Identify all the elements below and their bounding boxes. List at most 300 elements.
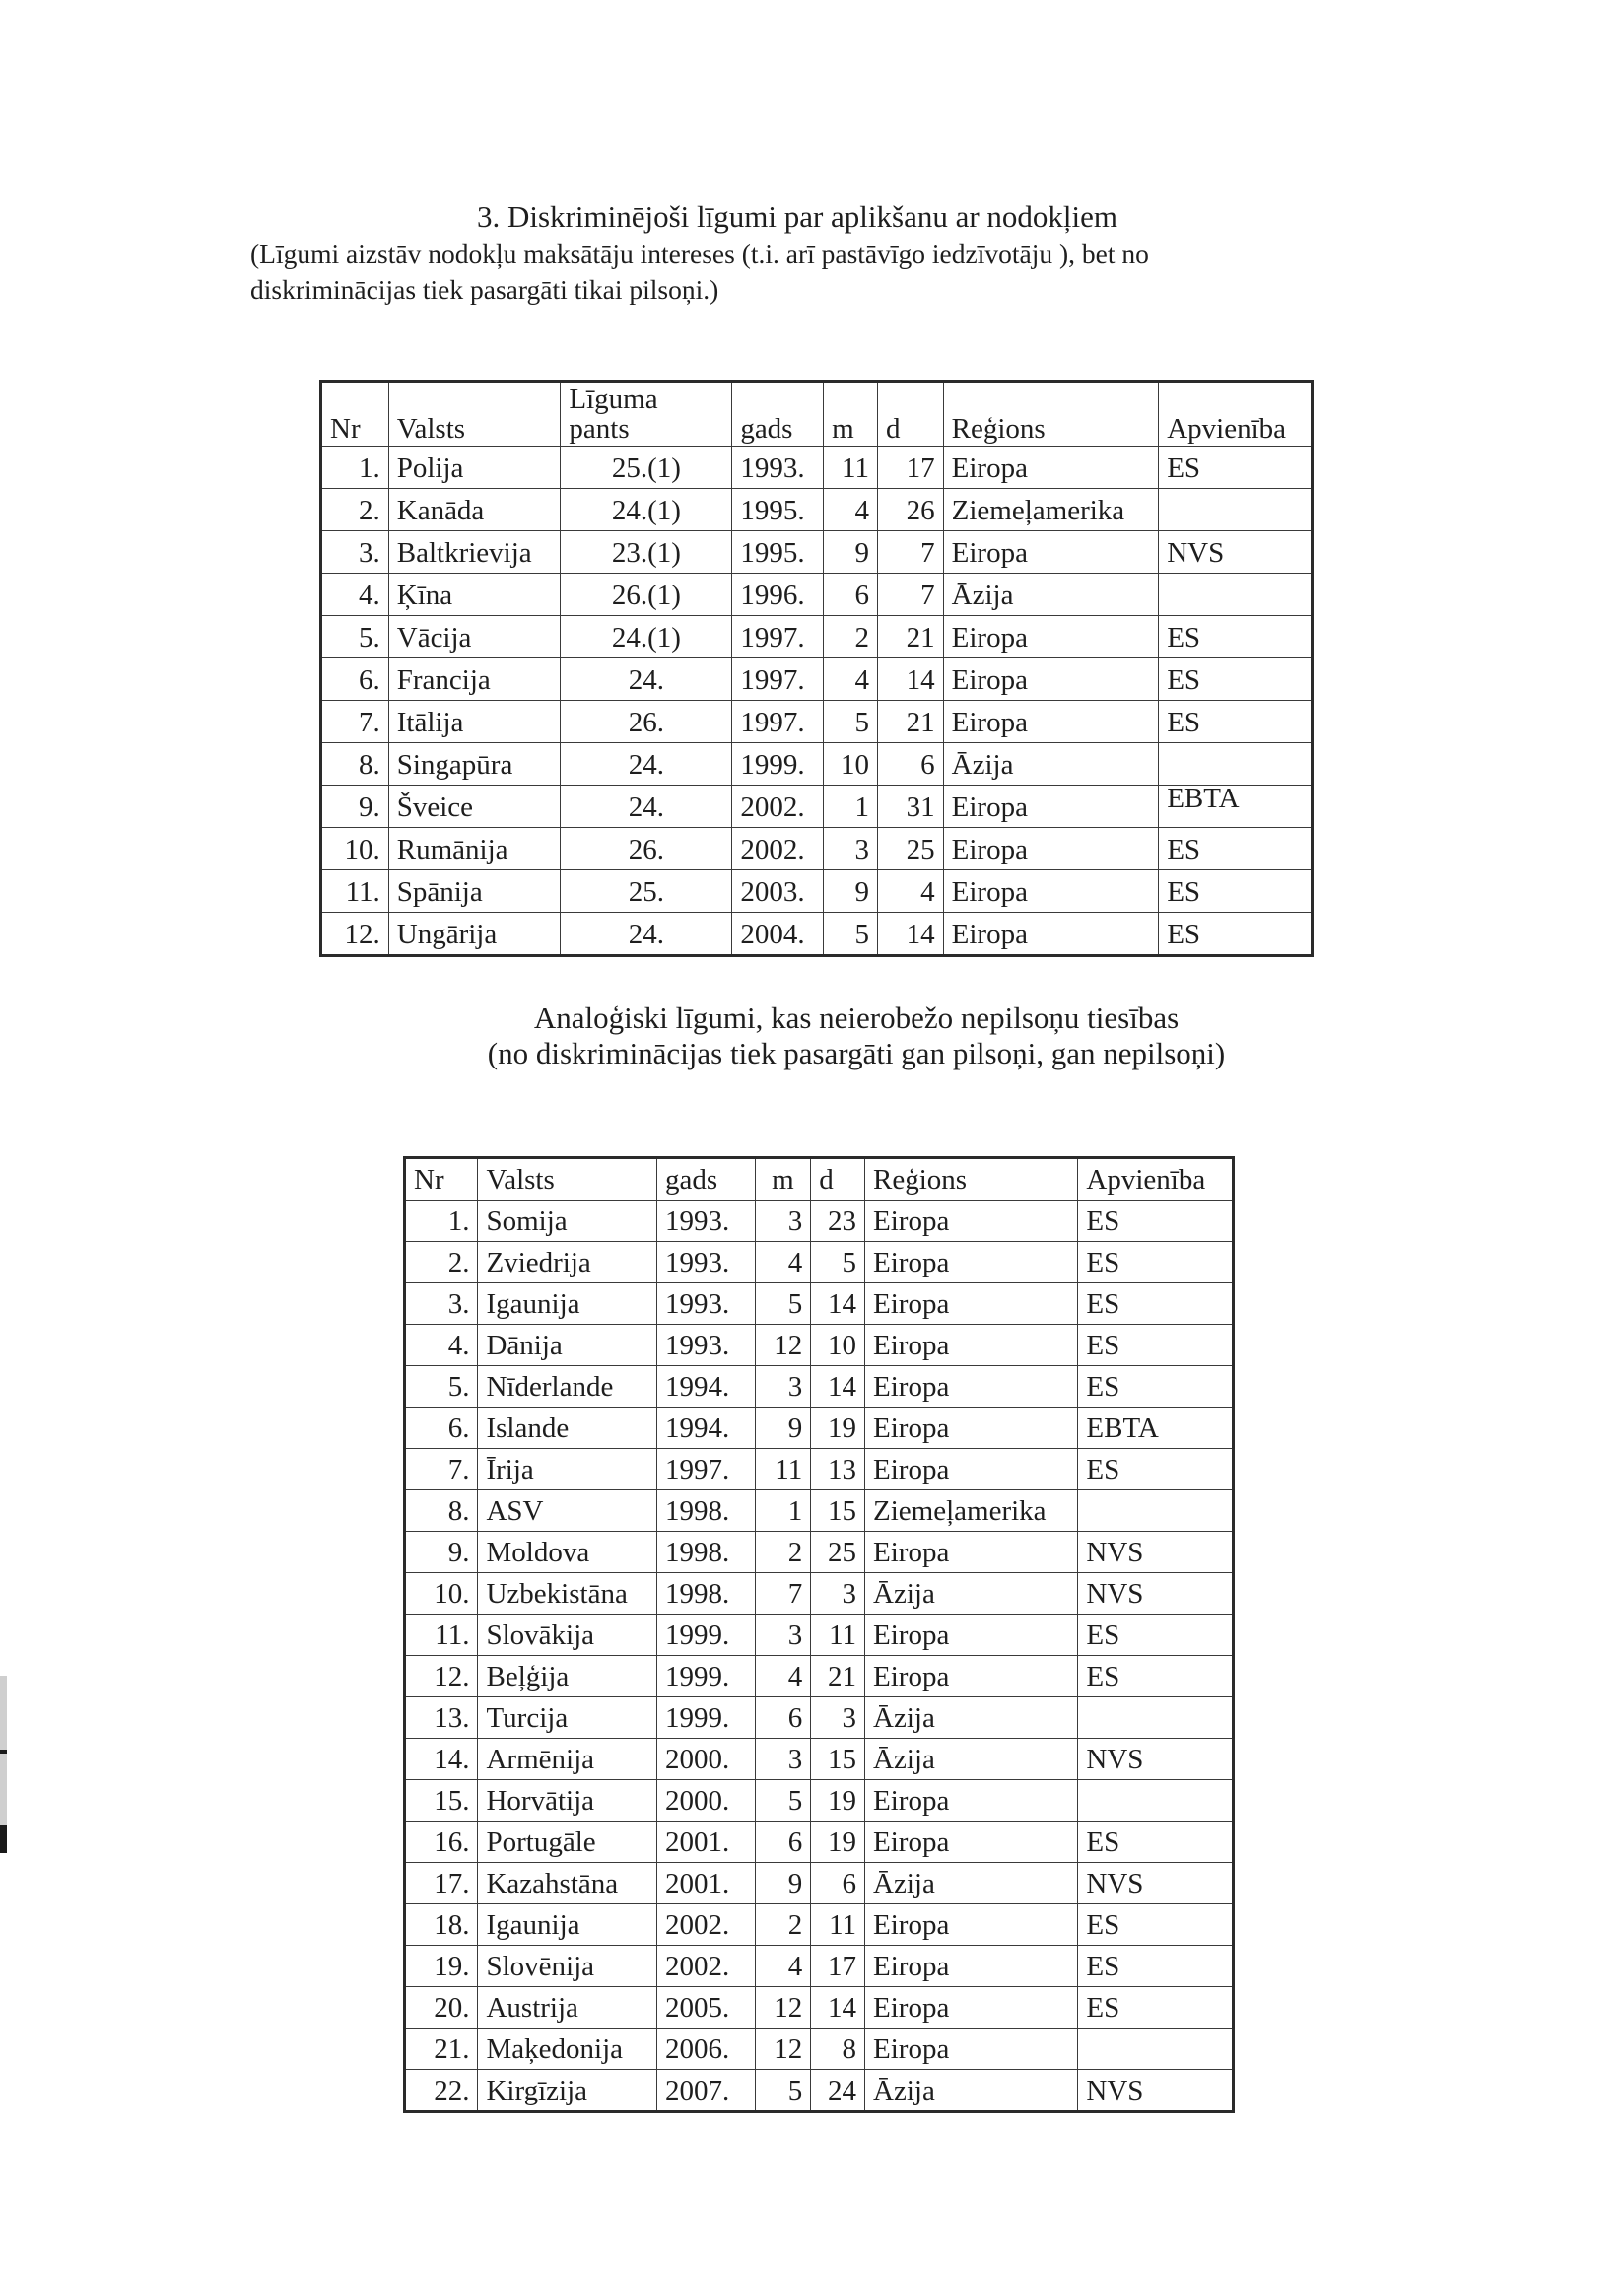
cell-m: 9 <box>824 870 878 913</box>
cell-m: 4 <box>755 1242 811 1283</box>
cell-m: 10 <box>824 743 878 786</box>
cell-pants: 24.(1) <box>561 489 732 531</box>
cell-nr: 3. <box>405 1283 478 1325</box>
cell-regions: Eiropa <box>865 1242 1078 1283</box>
cell-regions: Eiropa <box>865 1325 1078 1366</box>
cell-apvieniba: ES <box>1078 1987 1234 2029</box>
header-apvieniba: Apvienība <box>1078 1158 1234 1201</box>
cell-nr: 10. <box>405 1573 478 1615</box>
cell-nr: 17. <box>405 1863 478 1904</box>
table-row <box>405 2070 1234 2112</box>
cell-pants: 24. <box>561 658 732 701</box>
cell-d: 11 <box>811 1615 865 1656</box>
cell-nr: 11. <box>405 1615 478 1656</box>
cell-valsts: Itālija <box>388 701 561 743</box>
header-apvieniba: Apvienība <box>1159 382 1313 447</box>
cell-gads: 2002. <box>656 1904 755 1946</box>
cell-d: 19 <box>811 1780 865 1822</box>
cell-d: 23 <box>811 1201 865 1242</box>
cell-valsts: Igaunija <box>478 1283 656 1325</box>
cell-m: 5 <box>755 2070 811 2112</box>
cell-nr: 11. <box>321 870 389 913</box>
cell-d: 6 <box>877 743 943 786</box>
cell-gads: 2006. <box>656 2029 755 2070</box>
cell-regions: Eiropa <box>943 828 1159 870</box>
cell-nr: 1. <box>321 447 389 489</box>
cell-valsts: Slovēnija <box>478 1946 656 1987</box>
cell-apvieniba: NVS <box>1078 1739 1234 1780</box>
cell-nr: 7. <box>405 1449 478 1490</box>
cell-apvieniba: NVS <box>1078 1573 1234 1615</box>
header-liguma-line1: Līguma <box>569 383 658 415</box>
cell-nr: 15. <box>405 1780 478 1822</box>
cell-gads: 1997. <box>732 658 824 701</box>
cell-pants: 24. <box>561 913 732 956</box>
cell-gads: 1993. <box>732 447 824 489</box>
cell-nr: 8. <box>321 743 389 786</box>
cell-apvieniba: ES <box>1078 1656 1234 1697</box>
cell-apvieniba: NVS <box>1078 2070 1234 2112</box>
table-row <box>405 1532 1234 1573</box>
cell-m: 4 <box>755 1656 811 1697</box>
cell-nr: 2. <box>405 1242 478 1283</box>
cell-apvieniba: ES <box>1078 1325 1234 1366</box>
scan-mark <box>0 1750 7 1754</box>
cell-apvieniba: ES <box>1078 1822 1234 1863</box>
table-header-row <box>321 382 1313 447</box>
cell-regions: Eiropa <box>865 1987 1078 2029</box>
table-row <box>405 1366 1234 1408</box>
cell-d: 14 <box>877 658 943 701</box>
cell-regions: Eiropa <box>865 2029 1078 2070</box>
cell-nr: 21. <box>405 2029 478 2070</box>
cell-apvieniba: NVS <box>1078 1532 1234 1573</box>
cell-nr: 13. <box>405 1697 478 1739</box>
header-d: d <box>811 1158 865 1201</box>
table-row <box>405 1904 1234 1946</box>
cell-apvieniba: ES <box>1078 1283 1234 1325</box>
cell-valsts: Horvātija <box>478 1780 656 1822</box>
header-d: d <box>877 382 943 447</box>
cell-gads: 1998. <box>656 1490 755 1532</box>
cell-apvieniba: ES <box>1078 1904 1234 1946</box>
cell-m: 9 <box>755 1408 811 1449</box>
table-row <box>405 1946 1234 1987</box>
cell-regions: Eiropa <box>865 1408 1078 1449</box>
cell-valsts: Polija <box>388 447 561 489</box>
header-nr: Nr <box>321 382 389 447</box>
cell-m: 4 <box>755 1946 811 1987</box>
cell-regions: Eiropa <box>865 1780 1078 1822</box>
cell-nr: 16. <box>405 1822 478 1863</box>
cell-valsts: Uzbekistāna <box>478 1573 656 1615</box>
cell-d: 19 <box>811 1822 865 1863</box>
cell-d: 13 <box>811 1449 865 1490</box>
cell-regions: Eiropa <box>865 1366 1078 1408</box>
cell-valsts: Nīderlande <box>478 1366 656 1408</box>
cell-d: 21 <box>811 1656 865 1697</box>
cell-d: 25 <box>811 1532 865 1573</box>
cell-valsts: Spānija <box>388 870 561 913</box>
cell-d: 21 <box>877 616 943 658</box>
cell-regions: Eiropa <box>943 913 1159 956</box>
header-valsts: Valsts <box>388 382 561 447</box>
document-title-text: 3. Diskriminējoši līgumi par aplikšanu ar nodokļiem <box>476 199 1118 234</box>
cell-apvieniba: ES <box>1078 1615 1234 1656</box>
cell-gads: 2002. <box>656 1946 755 1987</box>
cell-valsts: Šveice <box>388 786 561 828</box>
cell-valsts: Moldova <box>478 1532 656 1573</box>
cell-regions: Eiropa <box>865 1201 1078 1242</box>
cell-regions: Eiropa <box>943 447 1159 489</box>
cell-d: 31 <box>877 786 943 828</box>
cell-pants: 26.(1) <box>561 574 732 616</box>
cell-d: 17 <box>811 1946 865 1987</box>
cell-m: 12 <box>755 2029 811 2070</box>
cell-pants: 23.(1) <box>561 531 732 574</box>
cell-nr: 3. <box>321 531 389 574</box>
cell-valsts: Portugāle <box>478 1822 656 1863</box>
header-regions: Reģions <box>943 382 1159 447</box>
cell-m: 2 <box>755 1904 811 1946</box>
table-row <box>405 1615 1234 1656</box>
table-row <box>405 1449 1234 1490</box>
cell-valsts: Ungārija <box>388 913 561 956</box>
cell-regions: Eiropa <box>865 1946 1078 1987</box>
cell-d: 26 <box>877 489 943 531</box>
cell-gads: 2005. <box>656 1987 755 2029</box>
table-row <box>321 828 1313 870</box>
table-row <box>405 1656 1234 1697</box>
cell-d: 14 <box>811 1283 865 1325</box>
section2-heading-line1: Analoģiski līgumi, kas neierobežo nepilsoņu tiesības <box>533 1000 1180 1035</box>
cell-valsts: Igaunija <box>478 1904 656 1946</box>
cell-m: 11 <box>755 1449 811 1490</box>
cell-d: 15 <box>811 1490 865 1532</box>
cell-gads: 2004. <box>732 913 824 956</box>
cell-valsts: Kanāda <box>388 489 561 531</box>
cell-m: 6 <box>755 1822 811 1863</box>
cell-nr: 8. <box>405 1490 478 1532</box>
cell-m: 2 <box>824 616 878 658</box>
cell-apvieniba: EBTA <box>1078 1408 1234 1449</box>
header-liguma-line2: pants <box>569 413 630 445</box>
cell-gads: 1998. <box>656 1573 755 1615</box>
cell-apvieniba <box>1159 574 1313 616</box>
cell-valsts: Kazahstāna <box>478 1863 656 1904</box>
table-row <box>405 1739 1234 1780</box>
cell-gads: 1999. <box>656 1697 755 1739</box>
cell-d: 24 <box>811 2070 865 2112</box>
cell-nr: 19. <box>405 1946 478 1987</box>
table-row <box>405 1490 1234 1532</box>
cell-m: 2 <box>755 1532 811 1573</box>
cell-valsts: Islande <box>478 1408 656 1449</box>
cell-gads: 1995. <box>732 489 824 531</box>
cell-valsts: Singapūra <box>388 743 561 786</box>
cell-nr: 22. <box>405 2070 478 2112</box>
cell-nr: 18. <box>405 1904 478 1946</box>
header-liguma-pants <box>561 382 732 447</box>
cell-apvieniba <box>1078 1780 1234 1822</box>
cell-apvieniba: ES <box>1159 447 1313 489</box>
cell-m: 11 <box>824 447 878 489</box>
cell-regions: Āzija <box>865 1573 1078 1615</box>
cell-gads: 1998. <box>656 1532 755 1573</box>
cell-nr: 9. <box>321 786 389 828</box>
cell-valsts: Armēnija <box>478 1739 656 1780</box>
cell-m: 3 <box>755 1739 811 1780</box>
cell-m: 5 <box>824 701 878 743</box>
header-nr: Nr <box>405 1158 478 1201</box>
section2-heading-line2: (no diskriminācijas tiek pasargāti gan pilsoņi, gan nepilsoņi) <box>487 1036 1226 1070</box>
cell-valsts: Maķedonija <box>478 2029 656 2070</box>
cell-apvieniba: ES <box>1159 913 1313 956</box>
cell-gads: 1999. <box>656 1615 755 1656</box>
section2-heading <box>0 1000 1624 1071</box>
cell-d: 14 <box>877 913 943 956</box>
cell-gads: 1996. <box>732 574 824 616</box>
cell-regions: Āzija <box>943 574 1159 616</box>
cell-m: 9 <box>755 1863 811 1904</box>
cell-regions: Eiropa <box>943 786 1159 828</box>
cell-apvieniba: ES <box>1078 1946 1234 1987</box>
cell-valsts: Dānija <box>478 1325 656 1366</box>
cell-nr: 12. <box>405 1656 478 1697</box>
cell-regions: Eiropa <box>943 701 1159 743</box>
cell-d: 21 <box>877 701 943 743</box>
cell-regions: Eiropa <box>865 1904 1078 1946</box>
table-row <box>321 574 1313 616</box>
header-regions: Reģions <box>865 1158 1078 1201</box>
table-row <box>405 2029 1234 2070</box>
cell-regions: Eiropa <box>865 1822 1078 1863</box>
cell-apvieniba: ES <box>1159 828 1313 870</box>
cell-valsts: Somija <box>478 1201 656 1242</box>
cell-d: 6 <box>811 1863 865 1904</box>
table-row <box>321 447 1313 489</box>
cell-gads: 2001. <box>656 1863 755 1904</box>
cell-regions: Eiropa <box>943 870 1159 913</box>
cell-regions: Āzija <box>865 1697 1078 1739</box>
header-m: m <box>755 1158 811 1201</box>
cell-regions: Āzija <box>943 743 1159 786</box>
cell-m: 4 <box>824 658 878 701</box>
cell-gads: 1994. <box>656 1408 755 1449</box>
cell-valsts: Zviedrija <box>478 1242 656 1283</box>
cell-valsts: Īrija <box>478 1449 656 1490</box>
cell-regions: Āzija <box>865 1739 1078 1780</box>
table-row <box>321 786 1313 828</box>
table-row <box>405 1201 1234 1242</box>
cell-gads: 1997. <box>732 701 824 743</box>
cell-valsts: Francija <box>388 658 561 701</box>
cell-gads: 1993. <box>656 1242 755 1283</box>
cell-nr: 12. <box>321 913 389 956</box>
cell-valsts: Ķīna <box>388 574 561 616</box>
cell-nr: 6. <box>321 658 389 701</box>
cell-nr: 9. <box>405 1532 478 1573</box>
cell-m: 1 <box>755 1490 811 1532</box>
cell-valsts: Turcija <box>478 1697 656 1739</box>
discriminatory-treaties-table <box>319 380 1314 957</box>
cell-d: 7 <box>877 574 943 616</box>
cell-apvieniba <box>1078 1490 1234 1532</box>
cell-pants: 24. <box>561 786 732 828</box>
cell-valsts: ASV <box>478 1490 656 1532</box>
cell-nr: 4. <box>405 1325 478 1366</box>
cell-regions: Eiropa <box>865 1532 1078 1573</box>
analogous-treaties-table <box>403 1156 1235 2113</box>
cell-apvieniba: ES <box>1078 1366 1234 1408</box>
cell-apvieniba: NVS <box>1078 1863 1234 1904</box>
cell-nr: 5. <box>321 616 389 658</box>
cell-nr: 7. <box>321 701 389 743</box>
cell-regions: Eiropa <box>943 531 1159 574</box>
cell-m: 3 <box>824 828 878 870</box>
header-valsts: Valsts <box>478 1158 656 1201</box>
cell-pants: 25. <box>561 870 732 913</box>
cell-d: 3 <box>811 1573 865 1615</box>
header-gads: gads <box>732 382 824 447</box>
cell-m: 4 <box>824 489 878 531</box>
cell-d: 4 <box>877 870 943 913</box>
cell-gads: 1994. <box>656 1366 755 1408</box>
cell-m: 12 <box>755 1325 811 1366</box>
cell-pants: 26. <box>561 828 732 870</box>
table-row <box>321 870 1313 913</box>
cell-apvieniba: ES <box>1159 870 1313 913</box>
cell-nr: 14. <box>405 1739 478 1780</box>
cell-apvieniba: ES <box>1078 1242 1234 1283</box>
cell-apvieniba: ES <box>1159 658 1313 701</box>
cell-m: 12 <box>755 1987 811 2029</box>
cell-d: 5 <box>811 1242 865 1283</box>
cell-pants: 24.(1) <box>561 616 732 658</box>
cell-apvieniba: ES <box>1078 1201 1234 1242</box>
cell-d: 8 <box>811 2029 865 2070</box>
cell-gads: 1993. <box>656 1283 755 1325</box>
cell-regions: Ziemeļamerika <box>865 1490 1078 1532</box>
table-row <box>405 1697 1234 1739</box>
cell-pants: 26. <box>561 701 732 743</box>
cell-nr: 2. <box>321 489 389 531</box>
cell-apvieniba <box>1159 489 1313 531</box>
cell-m: 3 <box>755 1366 811 1408</box>
cell-m: 5 <box>755 1780 811 1822</box>
table-row <box>321 913 1313 956</box>
cell-regions: Ziemeļamerika <box>943 489 1159 531</box>
table-row <box>405 1573 1234 1615</box>
cell-gads: 2007. <box>656 2070 755 2112</box>
cell-gads: 1997. <box>732 616 824 658</box>
cell-gads: 2000. <box>656 1780 755 1822</box>
cell-valsts: Slovākija <box>478 1615 656 1656</box>
table-row <box>405 1822 1234 1863</box>
cell-gads: 2002. <box>732 786 824 828</box>
cell-valsts: Austrija <box>478 1987 656 2029</box>
cell-m: 3 <box>755 1201 811 1242</box>
cell-d: 11 <box>811 1904 865 1946</box>
table-row <box>405 1780 1234 1822</box>
cell-valsts: Kirgīzija <box>478 2070 656 2112</box>
table-row <box>405 1863 1234 1904</box>
cell-d: 3 <box>811 1697 865 1739</box>
cell-pants: 25.(1) <box>561 447 732 489</box>
cell-m: 7 <box>755 1573 811 1615</box>
cell-regions: Eiropa <box>865 1283 1078 1325</box>
cell-apvieniba: ES <box>1159 701 1313 743</box>
table-row <box>321 489 1313 531</box>
cell-valsts: Vācija <box>388 616 561 658</box>
cell-apvieniba: EBTA <box>1159 777 1313 819</box>
cell-m: 3 <box>755 1615 811 1656</box>
cell-d: 7 <box>877 531 943 574</box>
document-title <box>0 199 1624 235</box>
cell-nr: 4. <box>321 574 389 616</box>
cell-d: 25 <box>877 828 943 870</box>
cell-regions: Eiropa <box>943 616 1159 658</box>
cell-gads: 1993. <box>656 1325 755 1366</box>
cell-nr: 10. <box>321 828 389 870</box>
header-gads: gads <box>656 1158 755 1201</box>
cell-gads: 2003. <box>732 870 824 913</box>
cell-regions: Eiropa <box>865 1656 1078 1697</box>
cell-d: 19 <box>811 1408 865 1449</box>
table-row <box>321 531 1313 574</box>
cell-regions: Āzija <box>865 2070 1078 2112</box>
cell-nr: 1. <box>405 1201 478 1242</box>
cell-regions: Eiropa <box>865 1615 1078 1656</box>
cell-nr: 6. <box>405 1408 478 1449</box>
cell-valsts: Beļģija <box>478 1656 656 1697</box>
table-row <box>321 701 1313 743</box>
cell-apvieniba <box>1078 2029 1234 2070</box>
cell-gads: 1993. <box>656 1201 755 1242</box>
cell-regions: Āzija <box>865 1863 1078 1904</box>
cell-nr: 5. <box>405 1366 478 1408</box>
table-row <box>405 1283 1234 1325</box>
cell-nr: 20. <box>405 1987 478 2029</box>
cell-gads: 1999. <box>656 1656 755 1697</box>
cell-pants: 24. <box>561 743 732 786</box>
cell-gads: 1997. <box>656 1449 755 1490</box>
cell-apvieniba: NVS <box>1159 531 1313 574</box>
cell-gads: 2001. <box>656 1822 755 1863</box>
cell-valsts: Baltkrievija <box>388 531 561 574</box>
cell-d: 15 <box>811 1739 865 1780</box>
cell-valsts: Rumānija <box>388 828 561 870</box>
cell-apvieniba: ES <box>1159 616 1313 658</box>
table-row <box>405 1242 1234 1283</box>
cell-m: 5 <box>755 1283 811 1325</box>
table-row <box>321 658 1313 701</box>
cell-d: 10 <box>811 1325 865 1366</box>
cell-m: 6 <box>824 574 878 616</box>
cell-m: 5 <box>824 913 878 956</box>
table-row <box>405 1325 1234 1366</box>
table-row <box>321 616 1313 658</box>
cell-m: 1 <box>824 786 878 828</box>
cell-regions: Eiropa <box>943 658 1159 701</box>
cell-apvieniba: ES <box>1078 1449 1234 1490</box>
table-row <box>405 1987 1234 2029</box>
cell-regions: Eiropa <box>865 1449 1078 1490</box>
cell-gads: 1995. <box>732 531 824 574</box>
cell-gads: 1999. <box>732 743 824 786</box>
cell-d: 17 <box>877 447 943 489</box>
cell-gads: 2000. <box>656 1739 755 1780</box>
